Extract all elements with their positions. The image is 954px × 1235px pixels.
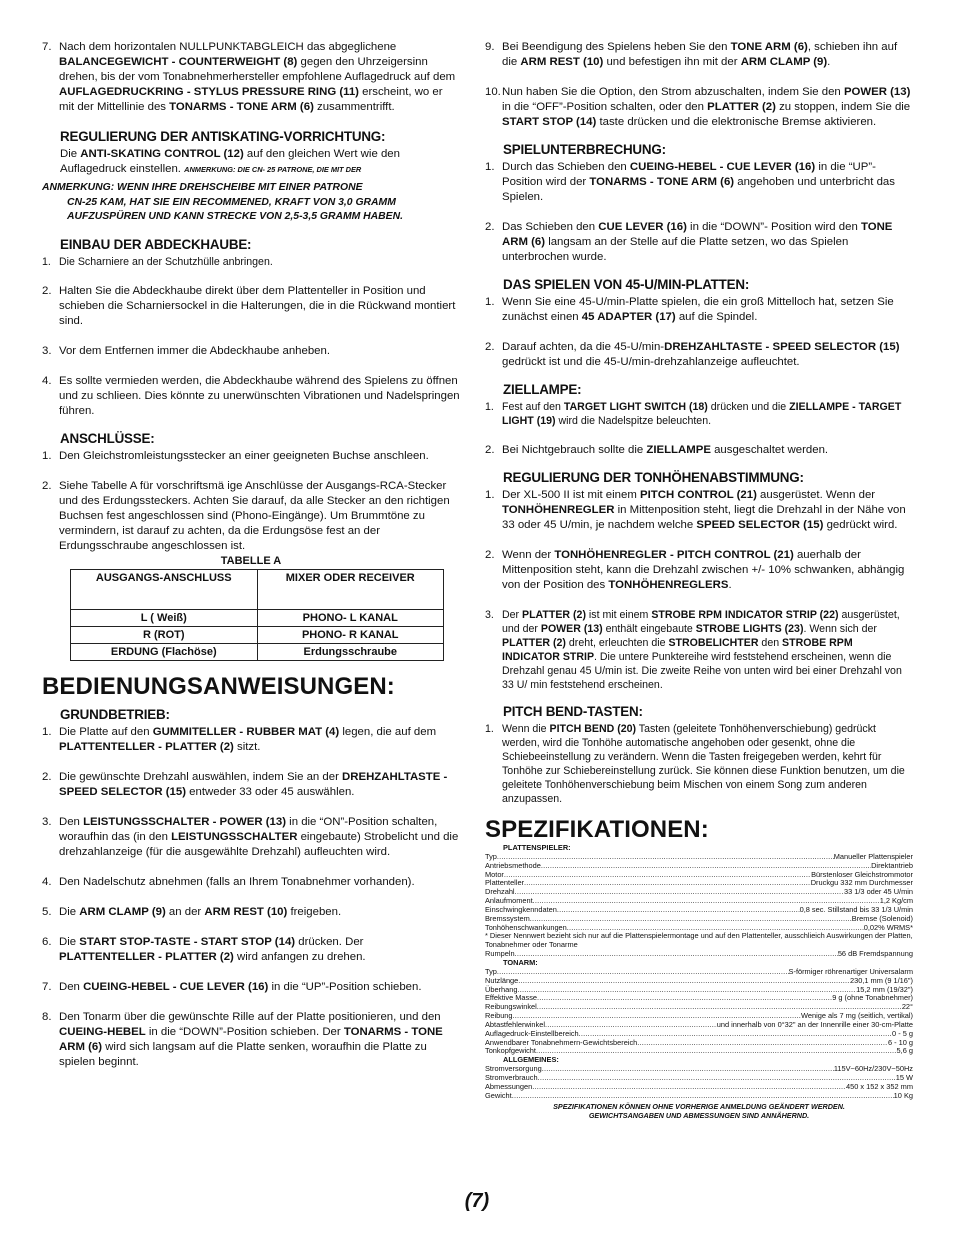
section-heading: DAS SPIELEN VON 45-U/MIN-PLATTEN: bbox=[503, 277, 750, 292]
spec-footnote: * Dieser Nennwert bezieht sich nur auf die Plattenspielermontage und auf den Plattenteller, ausschlieich Auswirkungen der Platten, Tonabnehmer oder Tonarme bbox=[485, 931, 913, 950]
section-title: BEDIENUNGSANWEISUNGEN: bbox=[42, 672, 395, 700]
spec-disclaimer: SPEZIFIKATIONEN KÖNNEN OHNE VORHERIGE ANMELDUNG GEÄNDERT WERDEN. GEWICHTSANGABEN UND ABMESSUNGEN SIND ANNÄHERND. bbox=[553, 1102, 845, 1121]
paragraph: Die ANTI-SKATING CONTROL (12) auf den gleichen Wert wie den Auflagedruck einstellen. ANMERKUNG: DIE CN- 25 PATRONE, DIE MIT DER bbox=[60, 148, 400, 175]
left-column bbox=[42, 40, 460, 1070]
spec-row: Bremssystem ..... Bremse (Solenoid) bbox=[485, 915, 913, 924]
list-item: 7. Nach dem horizontalen NULLPUNKTABGLEICH das abgeglichene BALANCEGEWICHT - COUNTERWEIGHT (8) gegen den Uhrzeigersinn drehen, bis der vom Tonabnehmerhersteller empfohlene Auflagedruck auf dem AUFLAGEDRUCKRING - STYLUS PRESSURE RING (11) erscheint, wo er mit der Mittellinie des TONARMS - TONE ARM (6) zusammentrifft. bbox=[42, 41, 456, 113]
spec-row: Einschwingkenndaten ..... 0,8 sec. Stillstand bis 33 1/3 U/min bbox=[485, 906, 913, 915]
spec-row: Anlaufmoment ..... 1,2 Kg/cm bbox=[485, 897, 913, 906]
list-item: 1. Die Scharniere an der Schutzhülle anbringen. bbox=[42, 255, 273, 268]
list-item: 8. Den Tonarm über die gewünschte Rille auf der Platte positionieren, und den CUEING-HEBEL in die “DOWN”-Position schieben. Der TONARMS - TONE ARM (6) wird sich langsam auf die Platte senken, woraufhin die Platte zu spielen beginnt. bbox=[42, 1010, 443, 1068]
section-heading: REGULIERUNG DER TONHÖHENABSTIMMUNG: bbox=[503, 470, 804, 485]
spec-row: Nutzlänge ..... 230,1 mm (9 1/16") bbox=[485, 977, 913, 986]
list-item: 1. Die Platte auf den GUMMITELLER - RUBBER MAT (4) legen, die auf dem PLATTENTELLER - PLATTER (2) sitzt. bbox=[42, 725, 437, 753]
spec-row: Rumpeln ..... 56 dB Fremdspannung bbox=[485, 950, 913, 959]
table-caption: TABELLE A bbox=[220, 554, 282, 567]
spec-list bbox=[485, 844, 913, 1120]
list-item: 9. Bei Beendigung des Spielens heben Sie den TONE ARM (6), schieben ihn auf die ARM REST (10) und befestigen ihn mit der ARM CLAMP (9). bbox=[485, 41, 898, 68]
list-item: 2. Die gewünschte Drehzahl auswählen, indem Sie an der DREHZAHLTASTE - SPEED SELECTOR (15) entweder 33 oder 45 auswählen. bbox=[42, 770, 448, 798]
list-item: 2. Darauf achten, da die 45-U/min-DREHZAHLTASTE - SPEED SELECTOR (15) gedrückt ist und die 45-U/min-drehzahlanzeige aufleuchtet. bbox=[485, 341, 900, 368]
section-title: SPEZIFIKATIONEN: bbox=[485, 816, 709, 843]
list-item: 3. Den LEISTUNGSSCHALTER - POWER (13) in die “ON”-Position schalten, woraufhin das (in den LEISTUNGSSCHALTER eingebaute) Strobelicht und die drehzahlanzeige (für die ausgewählte Drehzahl) aufleuchten wird. bbox=[42, 815, 459, 858]
spec-row: Effektive Masse ..... 9 g (ohne Tonabnehmer) bbox=[485, 994, 913, 1003]
list-item: 7. Den CUEING-HEBEL - CUE LEVER (16) in die “UP”-Position schieben. bbox=[42, 980, 422, 993]
list-item: 4. Den Nadelschutz abnehmen (falls an Ihrem Tonabnehmer vorhanden). bbox=[42, 875, 415, 888]
spec-row: Tonhöhenschwankungen ..... 0,02% WRMS* bbox=[485, 924, 913, 933]
spec-row: Antriebsmethode ..... Direktantrieb bbox=[485, 862, 913, 871]
spec-row: Reibung ..... Wenige als 7 mg (seitlich, vertikal) bbox=[485, 1012, 913, 1021]
spec-row: Reibungswinkel ..... 22° bbox=[485, 1003, 913, 1012]
list-item: 2. Das Schieben den CUE LEVER (16) in die “DOWN”- Position wird den TONE ARM (6) langsam an der Stelle auf die Platte setzen, wo das Spielen unterbrochen wurde. bbox=[485, 221, 893, 263]
list-item: 2. Bei Nichtgebrauch sollte die ZIELLAMPE ausgeschaltet werden. bbox=[485, 444, 829, 456]
spec-row: Gewicht ..... 10 Kg bbox=[485, 1092, 913, 1101]
list-item: 1. Wenn Sie eine 45-U/min-Platte spielen, die ein groß Mittelloch hat, setzen Sie zunächst einen 45 ADAPTER (17) auf die Spindel. bbox=[485, 296, 894, 323]
list-item: 1. Fest auf den TARGET LIGHT SWITCH (18) drücken und die ZIELLAMPE - TARGET LIGHT (19) wird die Nadelspitze beleuchten. bbox=[485, 401, 902, 427]
spec-row: Typ ..... Manueller Plattenspieler bbox=[485, 853, 913, 862]
spec-subheading: ALLGEMEINES: bbox=[503, 1055, 559, 1065]
table-row: L ( Weiß) PHONO- L KANAL bbox=[71, 609, 444, 626]
spec-row: Stromverbrauch ..... 15 W bbox=[485, 1074, 913, 1083]
spec-row: Abtastfehlerwinkel ..... und innerhalb von 0°32" an der Innenrille einer 30-cm-Platte bbox=[485, 1021, 913, 1030]
section-heading: GRUNDBETRIEB: bbox=[60, 706, 170, 722]
inline-note: ANMERKUNG: DIE CN- 25 PATRONE, DIE MIT DER bbox=[184, 165, 362, 174]
list-item: 2. Halten Sie die Abdeckhaube direkt über dem Plattenteller in Position und schieben die Scharniersockel in die Halterungen, die in die Rückwand montiert sind. bbox=[42, 284, 456, 327]
right-column bbox=[485, 40, 913, 1120]
list-item: 3. Vor dem Entfernen immer die Abdeckhaube anheben. bbox=[42, 344, 331, 357]
table-row: AUSGANGS-ANSCHLUSS MIXER ODER RECEIVER bbox=[71, 569, 444, 609]
section-heading: EINBAU DER ABDECKHAUBE: bbox=[60, 236, 252, 252]
list-item: 1. Durch das Schieben den CUEING-HEBEL - CUE LEVER (16) in die “UP”-Position wird der TONARMS - TONE ARM (6) angehoben und unterbricht das Spielen. bbox=[485, 161, 895, 203]
spec-row: Abmessungen ..... 450 x 152 x 352 mm bbox=[485, 1083, 913, 1092]
spec-row: Überhang ..... 15,2 mm (19/32") bbox=[485, 986, 913, 995]
section-heading: SPIELUNTERBRECHUNG: bbox=[503, 142, 666, 157]
list-item: 6. Die START STOP-TASTE - START STOP (14) drücken. Der PLATTENTELLER - PLATTER (2) wird anfangen zu drehen. bbox=[42, 935, 366, 963]
list-item: 10. Nun haben Sie die Option, den Strom abzuschalten, indem Sie den POWER (13) in die “OFF”-Position schalten, oder den PLATTER (2) zu stoppen, indem Sie die START STOP (14) taste drücken und die elektronische Bremse aktivieren. bbox=[485, 86, 911, 128]
spec-row: Tonkopfgewicht ..... 5,6 g bbox=[485, 1047, 913, 1056]
table-row: R (ROT) PHONO- R KANAL bbox=[71, 626, 444, 643]
section-heading: REGULIERUNG DER ANTISKATING-VORRICHTUNG: bbox=[60, 129, 386, 144]
list-item: 4. Es sollte vermieden werden, die Abdeckhaube während des Spielens zu öffnen und zu schlieen. Dies könnte zu unerwünschten Vibrationen und Nadelspringen führen. bbox=[42, 374, 460, 417]
list-item: 2. Siehe Tabelle A für vorschriftsmä ige Anschlüsse der Ausgangs-RCA-Stecker und des Erdungssteckers. Achten Sie darauf, da alle Stecker an den richtigen Buchsen fest angeschlossen sind (Phono-Eingänge). Um Brummtöne zu vermindern, ist darauf zu achten, da die Erdungsöse fest an der Erdungsschraube angeschlossen ist. bbox=[42, 479, 450, 552]
connection-table bbox=[70, 569, 444, 661]
spec-row: Typ ..... S-förmiger röhrenartiger Universalarm bbox=[485, 968, 913, 977]
spec-subheading: TONARM: bbox=[503, 957, 538, 967]
spec-row: Anwendbarer Tonabnehmern-Gewichtsbereich ..... 6 - 10 g bbox=[485, 1039, 913, 1048]
list-item: 1. Der XL-500 II ist mit einem PITCH CONTROL (21) ausgerüstet. Wenn der TONHÖHENREGLER in Mittenposition steht, liegt die Drehzahl in der Nähe von 33 oder 45 U/min, je nachdem welche SPEED SELECTOR (15) gedrückt wird. bbox=[485, 489, 906, 531]
list-item: 5. Die ARM CLAMP (9) an der ARM REST (10) freigeben. bbox=[42, 905, 342, 918]
spec-row: Stromversorgung ..... 115V~60Hz/230V~50Hz bbox=[485, 1065, 913, 1074]
list-item: 1. Wenn die PITCH BEND (20) Tasten (geleitete Tonhöhenverschiebung) gedrückt werden, wird die Tonhöhe automatische angehoben oder gesenkt, ohne die Schiebeeinstellung zu verändern. Wenn die Tasten freigegeben werden, kehrt für Tonhöhe zur Schiebereinstellung zurück. Sie können diese Funktion benutzen, um die geleitete Tonhöhenverschiebung beim Mischen von einem Song zum anderen anzupassen. bbox=[485, 723, 905, 805]
section-heading: ZIELLAMPE: bbox=[503, 382, 582, 397]
section-heading: ANSCHLÜSSE: bbox=[60, 430, 155, 446]
spec-row: Motor ..... Bürstenloser Gleichstrommotor bbox=[485, 871, 913, 880]
spec-subheading: PLATTENSPIELER: bbox=[503, 843, 571, 852]
list-item: 2. Wenn der TONHÖHENREGLER - PITCH CONTROL (21) auerhalb der Mittenposition steht, kann die Drehzahl zwischen +/- 10% schwanken, abhängig von der Position des TONHÖHENREGLERS. bbox=[485, 549, 905, 591]
spec-row: Drehzahl ..... 33 1/3 oder 45 U/min bbox=[485, 888, 913, 897]
spec-row: Plattenteller ..... Druckgu 332 mm Durchmesser bbox=[485, 879, 913, 888]
section-heading: PITCH BEND-TASTEN: bbox=[503, 704, 643, 719]
table-row: ERDUNG (Flachöse) Erdungsschraube bbox=[71, 643, 444, 660]
list-item: 3. Der PLATTER (2) ist mit einem STROBE RPM INDICATOR STRIP (22) ausgerüstet, und der POWER (13) enthält eingebaute STROBE LIGHTS (23). Wenn sich der PLATTER (2) dreht, erleuchten die STROBELICHTER den STROBE RPM INDICATOR STRIP. Die untere Punktereihe wird feststehend erscheinen, wenn die Drehzahl genau 45 U/min ist. Die zweite Reihe von unten wird bei einer Drehzahl von 33 U/ min feststehend erscheinen. bbox=[485, 609, 902, 691]
list-item: 1. Den Gleichstromleistungsstecker an einer geeigneten Buchse anschleen. bbox=[42, 449, 429, 462]
page-number: (7) bbox=[464, 1190, 490, 1212]
spec-row: Auflagedruck-Einstellbereich ..... 0 - 5 g bbox=[485, 1030, 913, 1039]
note-block: ANMERKUNG: WENN IHRE DREHSCHEIBE MIT EINER PATRONE CN-25 KAM, HAT SIE EIN RECOMMENED, KRAFT VON 3,0 GRAMM AUFZUSPÜREN UND KANN STRECKE VON 2,5-3,5 GRAMM HABEN. bbox=[42, 182, 403, 222]
